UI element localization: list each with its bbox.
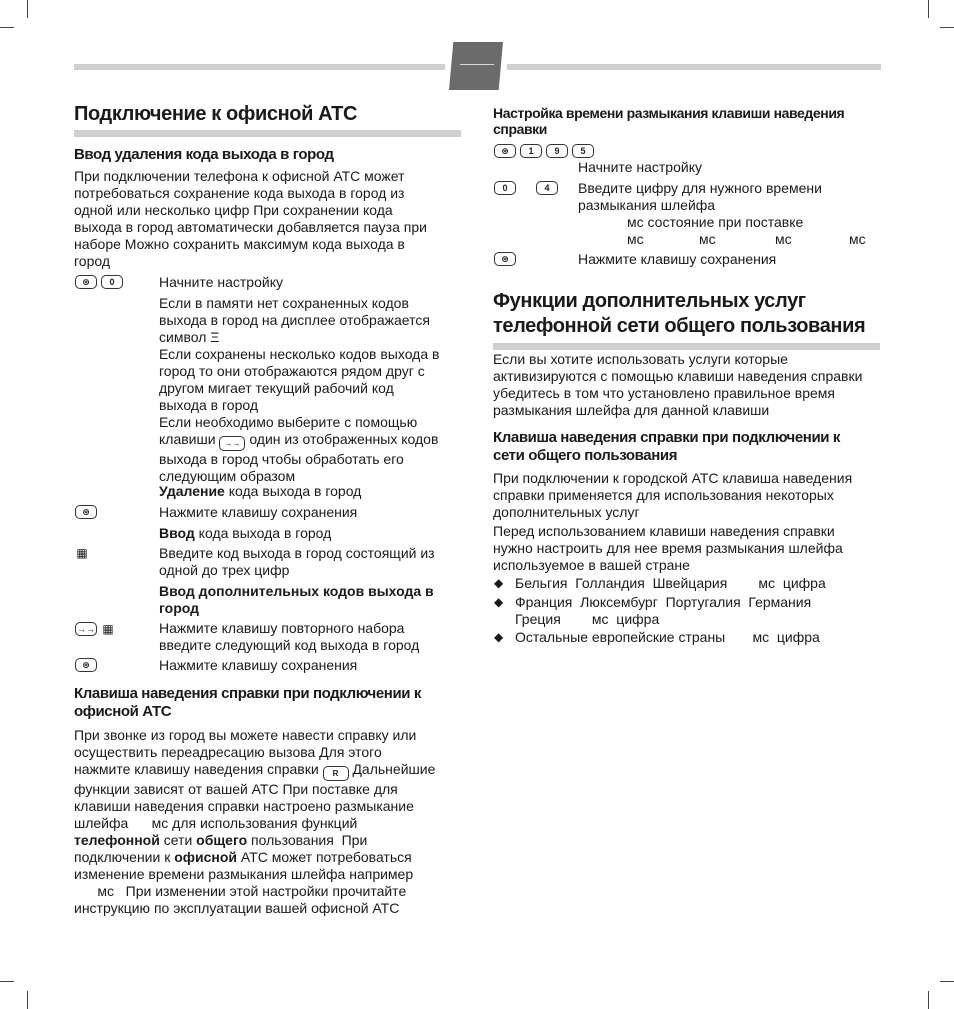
text-line: Нажмите клавишу повторного набора [159,620,405,636]
one-key-icon: 1 [520,144,542,158]
five-key-icon: 5 [572,144,594,158]
paragraph [493,351,883,419]
step-text: Нажмите клавишу сохранения [159,657,358,673]
text-line: Если сохранены несколько кодов выхода в [159,346,440,362]
text-line [159,583,459,600]
text-fragment: АТС может потребоваться [237,849,412,865]
text-line: выхода в город чтобы обработать его [159,451,404,467]
key-group [494,252,516,266]
text-line: следующим образом [159,468,296,484]
step-text: Начните настройку [578,159,702,175]
text-line: При подключении телефона к офисной АТС может [74,168,405,184]
text-line: инструкцию по эксплуатации вашей офисной АТС [74,900,400,916]
heading-line: справки [493,121,547,137]
text-line: выхода в город на дисплее отображается [159,312,430,328]
crop-mark [0,27,14,28]
step-text: Начните настройку [159,274,283,290]
text-line: нужно настроить для нее время размыкания шлейфа [493,540,843,556]
header-bar-left [74,64,445,70]
keypad-icon: ▦ [76,546,88,560]
diamond-bullet-icon: ◆ [494,595,504,609]
text-line: изменение времени размыкания шлейфа например [74,866,414,882]
zero-key-icon: 0 [101,275,123,289]
bold-label: Ввод [159,525,195,541]
paragraph [493,470,883,521]
text-fragment: нажмите клавишу наведения справки [74,761,319,777]
step-heading [159,483,361,500]
text-line: справки применяется для использования некоторых [493,487,834,503]
step-heading [159,583,459,617]
step-explanation [159,295,459,485]
bold-label: город [159,600,200,616]
menu-key-icon: ⊛ [75,275,97,289]
four-key-icon: 4 [536,181,558,195]
text-fragment: клавиши [159,431,216,447]
key-group [75,505,97,519]
crop-mark [940,981,954,982]
step-text: Нажмите клавишу сохранения [578,251,777,267]
text-line: выхода в город [159,397,259,413]
text-line: одной до трех цифр [159,562,290,578]
text-line: активизируются с помощью клавиши наведения справки [493,368,863,384]
nine-key-icon: 9 [546,144,568,158]
crop-mark [27,991,28,1009]
step-text [578,180,878,214]
page-tab [449,42,503,90]
crop-mark [940,27,954,28]
text-line [74,832,464,849]
heading-line: Клавиша наведения справки при подключении к [493,429,840,446]
ms-value: мс [775,231,792,247]
text-line: При звонке из город вы можете навести справку или [74,727,417,743]
text-line: дополнительных услуг [493,504,640,520]
text-line: Перед использованием клавиши наведения справки [493,523,835,539]
crop-mark [27,0,28,18]
key-group [494,144,594,158]
text-line: функции зависят от вашей АТС При поставке для [74,781,398,797]
text-fragment: сети [159,832,197,848]
section-title: Подключение к офисной АТС [74,102,461,137]
ms-value: мс [699,231,716,247]
heading-line: Клавиша наведения справки при подключении к [74,685,421,702]
text-line: введите следующий код выхода в город [159,637,420,653]
key-group [75,621,115,637]
redial-key-icon: →→ [219,436,245,451]
step-heading [159,525,331,542]
keypad-icon: ▦ [102,622,114,636]
text-fragment: кода выхода в город [194,525,332,541]
heading-line: Функции дополнительных услуг [493,290,806,312]
key-group [75,658,97,672]
text-line: Введите цифру для нужного времени [578,180,822,196]
step-text [159,620,459,654]
text-fragment: подключении к [74,849,175,865]
text-line [159,431,459,451]
intro-paragraph [74,168,464,270]
bold-fragment: офисной [174,849,238,865]
zero-key-icon: 0 [494,181,516,195]
text-line: город то они отображаются рядом друг с [159,363,425,379]
default-note: мс состояние при поставке [627,214,804,230]
section-title [493,289,880,350]
heading-block [493,289,880,350]
heading-line: офисной АТС [74,703,172,720]
text-line [74,761,464,781]
subsection-title [493,429,883,465]
crop-mark [928,0,929,18]
heading-line: Настройка времени размыкания клавиши наведения [493,105,845,121]
paragraph [493,523,883,574]
r-key-icon: R [323,766,349,781]
list-item-text: Остальные европейские страны мс цифра [515,629,820,645]
subsection-title [74,685,464,721]
heading-line: сети общего пользования [493,447,678,464]
text-line: Если вы хотите использовать услуги которые [493,351,788,367]
ms-value: мс [849,231,866,247]
bold-label: Удаление [159,483,225,499]
key-group [75,545,89,561]
page-tab-line [460,64,494,65]
menu-key-icon: ⊛ [494,252,516,266]
text-line: размыкания шлейфа [578,197,716,213]
bold-label: Ввод дополнительных кодов выхода в [159,583,434,599]
diamond-bullet-icon: ◆ [494,630,504,644]
diamond-bullet-icon: ◆ [494,576,504,590]
header-bar-right [507,64,881,70]
text-fragment: пользования При [247,832,368,848]
text-line: одной или несколько цифр При сохранении кода [74,202,393,218]
key-group [75,275,123,289]
list-item-text: Греция мс цифра [515,611,660,627]
menu-key-icon: ⊛ [75,658,97,672]
text-line: осуществить переадресацию вызова Для этого [74,744,382,760]
text-fragment: кода выхода в город [224,483,362,499]
text-line: клавиши наведения справки настроено размыкание [74,798,414,814]
list-item-text: Бельгия Голландия Швейцария мс цифра [515,575,826,591]
ms-value: мс [627,231,644,247]
subsection-title: Ввод удаления кода выхода в город [74,146,334,163]
text-line: Введите код выхода в город состоящий из [159,545,435,561]
redial-key-icon: →→ [75,622,97,636]
text-line: другом мигает текущий рабочий код [159,380,394,396]
text-line: выхода в город автоматически добавляется пауза при [74,219,427,235]
crop-mark [0,981,14,982]
key-group [494,181,558,195]
text-line: потребоваться сохранение кода выхода в город из [74,185,405,201]
paragraph [74,727,464,917]
menu-key-icon: ⊛ [75,505,97,519]
text-fragment: Дальнейшие [352,761,436,777]
menu-key-icon: ⊛ [494,144,516,158]
text-line [159,600,459,617]
text-line: убедитесь в том что установлено правильное время [493,385,835,401]
heading-line: телефонной сети общего пользования [493,315,866,337]
bold-fragment: общего [196,832,248,848]
text-fragment: один из отображенных кодов [249,431,439,447]
subsection-title [493,105,883,137]
crop-mark [928,991,929,1009]
text-line: Если в памяти нет сохраненных кодов [159,295,409,311]
text-line: При подключении к городской АТС клавиша наведения [493,470,853,486]
text-line: шлейфа мс для использования функций [74,815,358,831]
text-line: символ Ξ [159,329,220,345]
text-line: город [74,253,111,269]
text-line: размыкания шлейфа для данной клавиши [493,402,770,418]
step-text: Нажмите клавишу сохранения [159,504,358,520]
list-item-text: Франция Люксембург Португалия Германия [515,594,812,610]
bold-fragment: телефонной [74,832,160,848]
text-line: мс При изменении этой настройки прочитайте [74,883,407,899]
text-line [74,849,464,866]
text-line: Если необходимо выберите с помощью [159,414,418,430]
step-text [159,545,459,579]
text-line: наборе Можно сохранить максимум кода выхода в [74,236,405,252]
text-line: используемое в вашей стране [493,557,690,573]
